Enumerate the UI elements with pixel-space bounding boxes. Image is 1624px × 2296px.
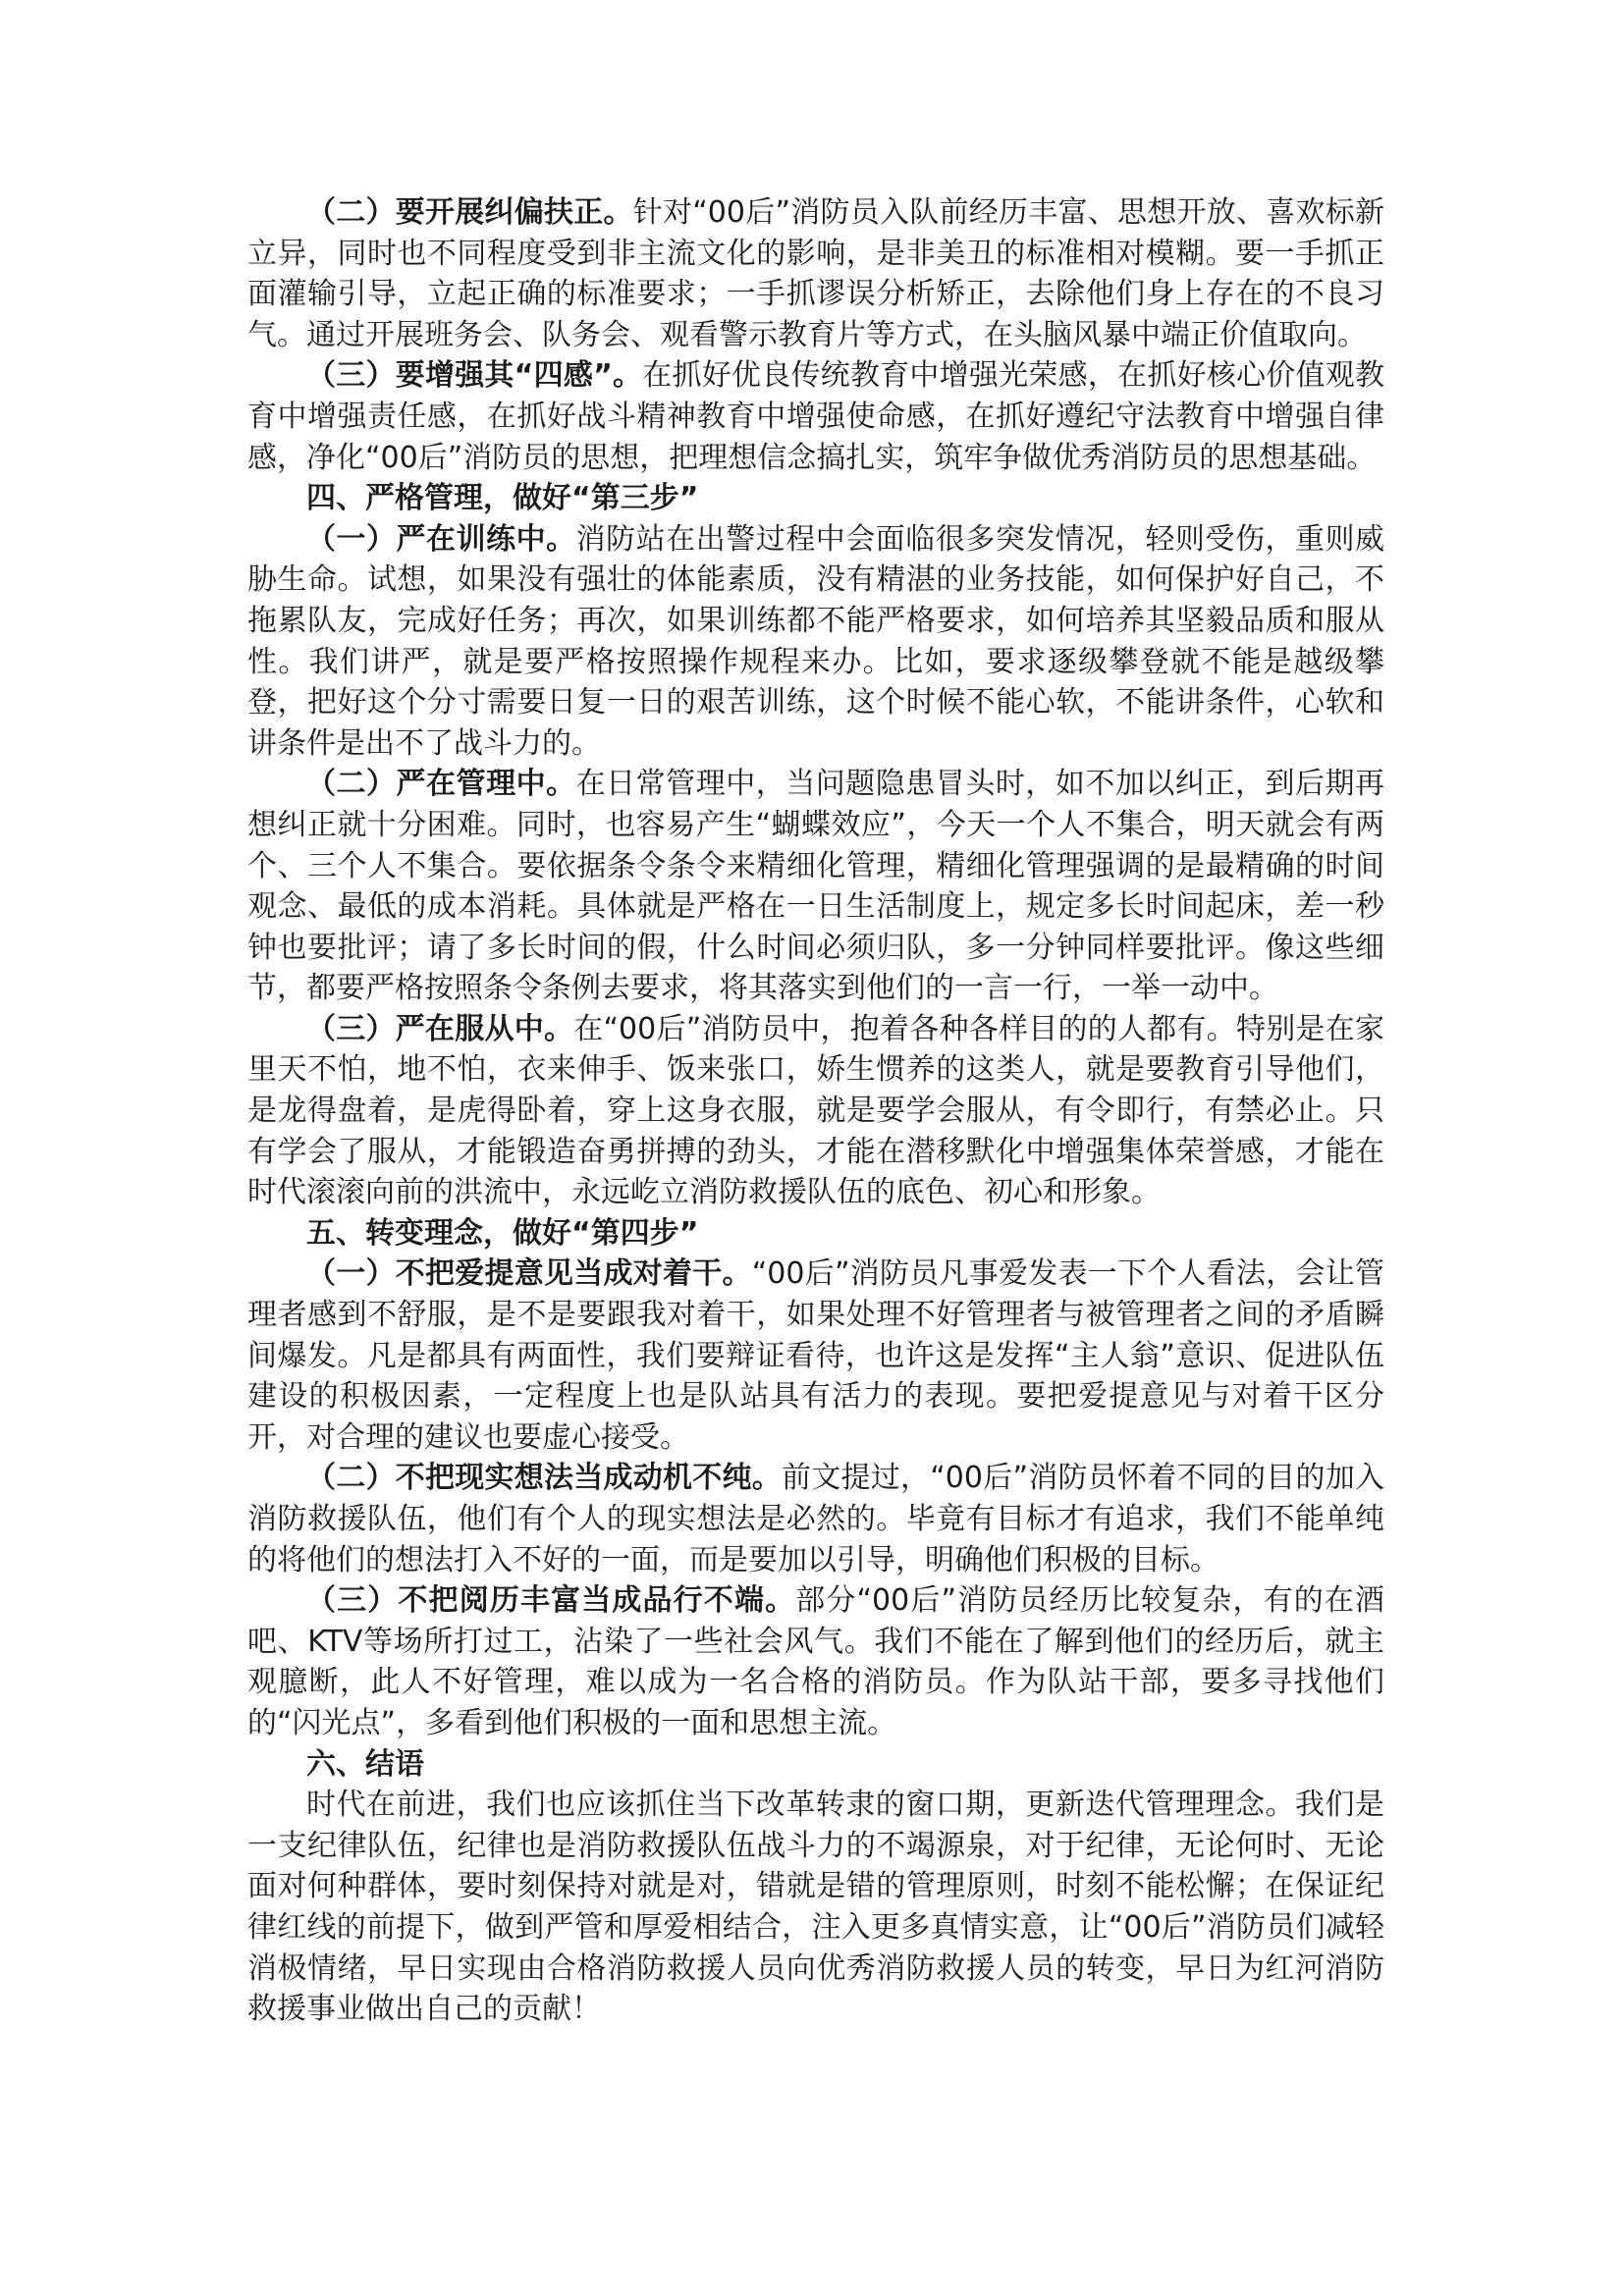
paragraph-lead: （一）不把爱提意见当成对着干。: [306, 1256, 752, 1292]
paragraph-body: 在日常管理中，当问题隐患冒头时，如不加以纠正，到后期再想纠正就十分困难。同时，也容易产生“蝴蝶效应”，今天一个人不集合，明天就会有两个、三个人不集合。要依据条令条令来精细化管理，精细化管理强调的是最精确的时间观念、最低的成本消耗。具体就是严格在一日生活制度上，规定多长时间起床，差一秒钟也要批评；请了多长时间的假，什么时间必须归队，多一分钟同样要批评。像这些细节，都要严格按照条令条例去要求，将其落实到他们的一言一行，一举一动中。: [247, 767, 1385, 1006]
paragraph-four-senses: [247, 355, 1384, 478]
paragraph-body: 消防站在出警过程中会面临很多突发情况，轻则受伤，重则威胁生命。试想，如果没有强壮的体能素质，没有精湛的业务技能，如何保护好自己，不拖累队友，完成好任务；再次，如果训练都不能严格要求，如何培养其坚毅品质和服从性。我们讲严，就是要严格按照操作规程来办。比如，要求逐级攀登就不能是越级攀登，把好这个分寸需要日复一日的艰苦训练，这个时候不能心软，不能讲条件，心软和讲条件是出不了战斗力的。: [247, 521, 1385, 761]
paragraph-body: 部分“00后”消防员经历比较复杂，有的在酒吧、KTV等场所打过工，沾染了一些社会风气。我们不能在了解到他们的经历后，就主观臆断，此人不好管理，难以成为一名合格的消防员。作为队站干部，要多寻找他们的“闪光点”，多看到他们积极的一面和思想主流。: [247, 1583, 1384, 1740]
paragraph-lead: （三）严在服从中。: [306, 1011, 574, 1046]
section-heading-4: 四、严格管理，做好“第三步”: [306, 481, 699, 516]
paragraph-body: 在“00后”消防员中，抱着各种各样目的的人都有。特别是在家里天不怕，地不怕，衣来伸手、饭来张口，娇生惯养的这类人，就是要教育引导他们，是龙得盘着，是虎得卧着，穿上这身衣服，就是要学会服从，有令即行，有禁必止。只有学会了服从，才能锻造奋勇拼搏的劲头，才能在潜移默化中增强集体荣誉感，才能在时代滚滚向前的洪流中，永远屹立消防救援队伍的底色、初心和形象。: [247, 1011, 1384, 1210]
paragraph-strict-training: [247, 519, 1384, 765]
paragraph-conclusion: [247, 1785, 1384, 2030]
paragraph-lead: （三）不把阅历丰富当成品行不端。: [306, 1583, 796, 1619]
paragraph-realistic-ideas: [247, 1458, 1384, 1580]
document-page: [247, 192, 1384, 2030]
paragraph-body: 时代在前进，我们也应该抓住当下改革转隶的窗口期，更新迭代管理理念。我们是一支纪律队伍，纪律也是消防救援队伍战斗力的不竭源泉，对于纪律，无论何时、无论面对何种群体，要时刻保持对就是对，错就是错的管理原则，时刻不能松懈；在保证纪律红线的前提下，做到严管和厚爱相结合，注入更多真情实意，让“00后”消防员们减轻消极情绪，早日实现由合格消防救援人员向优秀消防救援人员的转变，早日为红河消防救援事业做出自己的贡献！: [247, 1788, 1384, 2027]
paragraph-rich-experience: [247, 1580, 1384, 1743]
paragraph-body: 前文提过，“00后”消防员怀着不同的目的加入消防救援队伍，他们有个人的现实想法是必然的。毕竟有目标才有追求，我们不能单纯的将他们的想法打入不好的一面，而是要加以引导，明确他们积极的目标。: [247, 1461, 1384, 1577]
paragraph-lead: （二）严在管理中。: [306, 767, 576, 802]
paragraph-opinions: [247, 1254, 1384, 1458]
section-heading-5: 五、转变理念，做好“第四步”: [306, 1215, 699, 1251]
paragraph-lead: （二）要开展纠偏扶正。: [306, 195, 633, 230]
paragraph-body: “00后”消防员凡事爱发表一下个人看法，会让管理者感到不舒服，是不是要跟我对着干，如果处理不好管理者与被管理者之间的矛盾瞬间爆发。凡是都具有两面性，我们要辩证看待，也许这是发挥“主人翁”意识、促进队伍建设的积极因素，一定程度上也是队站具有活力的表现。要把爱提意见与对着干区分开，对合理的建议也要虚心接受。: [247, 1256, 1384, 1455]
paragraph-lead: （一）严在训练中。: [306, 521, 576, 557]
paragraph-strict-management: [247, 764, 1384, 1009]
section-heading-6: 六、结语: [306, 1746, 424, 1782]
paragraph-strict-obedience: [247, 1009, 1384, 1213]
paragraph-lead: （二）不把现实想法当成动机不纯。: [306, 1461, 782, 1496]
paragraph-lead: （三）要增强其“四感”。: [306, 358, 643, 394]
paragraph-body: 针对“00后”消防员入队前经历丰富、思想开放、喜欢标新立异，同时也不同程度受到非主流文化的影响，是非美丑的标准相对模糊。要一手抓正面灌输引导，立起正确的标准要求；一手抓谬误分析矫正，去除他们身上存在的不良习气。通过开展班务会、队务会、观看警示教育片等方式，在头脑风暴中端正价值取向。: [247, 195, 1384, 352]
paragraph-body: 在抓好优良传统教育中增强光荣感，在抓好核心价值观教育中增强责任感，在抓好战斗精神教育中增强使命感，在抓好遵纪守法教育中增强自律感，净化“00后”消防员的思想，把理想信念搞扎实，筑牢争做优秀消防员的思想基础。: [247, 358, 1385, 475]
paragraph-correct-deviation: [247, 192, 1384, 355]
